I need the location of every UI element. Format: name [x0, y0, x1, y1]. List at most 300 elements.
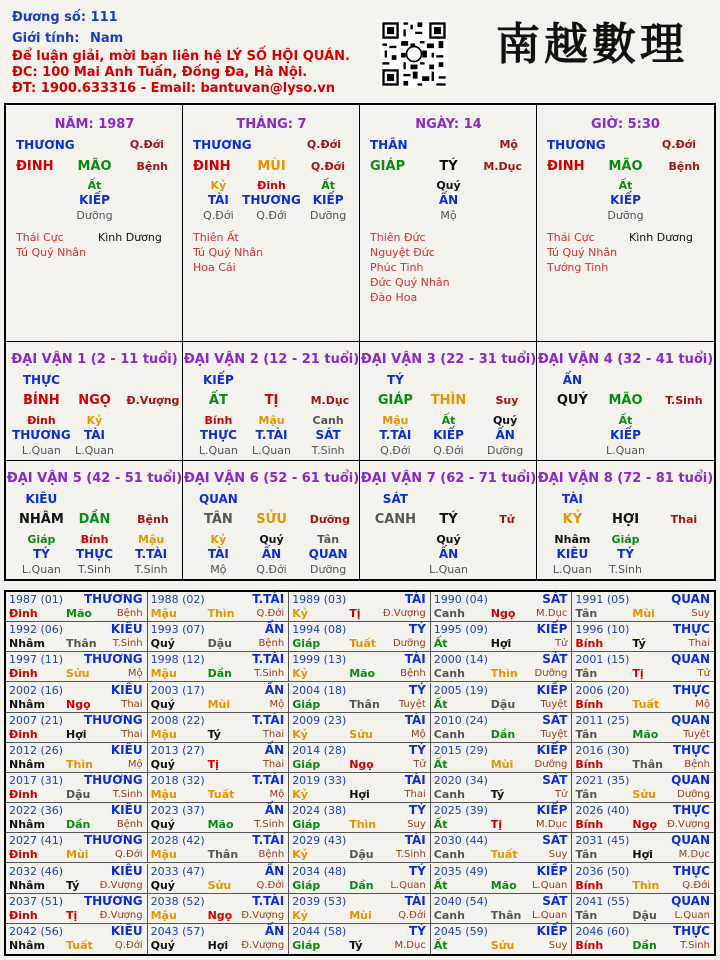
annual-stem: Nhâm — [9, 818, 45, 832]
annual-year-label: 2009 (23) — [292, 713, 347, 727]
annual-year-cell — [148, 803, 290, 833]
pillar-star: Tú Quý Nhân — [547, 246, 618, 259]
annual-branch: Dậu — [207, 637, 232, 651]
dai-van-stem-god: QUAN — [198, 492, 238, 506]
annual-branch: Tị — [632, 667, 644, 681]
annual-year-label: 2024 (38) — [292, 804, 347, 818]
annual-branch: Thìn — [632, 878, 660, 892]
annual-branch: Dần — [349, 878, 374, 892]
hidden-stem-god: KIẾP — [610, 193, 641, 207]
annual-branch: Mùi — [207, 697, 231, 711]
annual-stage: L.Quan — [531, 909, 568, 921]
annual-year-cell — [431, 683, 573, 713]
annual-year-label: 2013 (27) — [150, 743, 205, 757]
annual-year-cell — [6, 713, 148, 743]
dai-van-title: ĐẠI VẬN 5 (42 - 51 tuổi) — [6, 471, 183, 486]
hidden-stem: Tân — [317, 533, 340, 546]
annual-stem-god: TÝ — [408, 622, 426, 637]
hidden-stem: Ất — [321, 179, 336, 192]
annual-stem-god: ẤN — [264, 923, 285, 938]
pillar-stem-god: THƯƠNG — [193, 138, 252, 152]
annual-stem-god: T.TÀI — [252, 652, 285, 667]
hidden-stem: Mậu — [258, 414, 285, 427]
hidden-stem-god: T.TÀI — [379, 428, 412, 442]
annual-branch: Tuất — [632, 697, 660, 711]
annual-stem: Kỷ — [292, 848, 308, 862]
annual-year-label: 1994 (08) — [292, 623, 347, 637]
hidden-stem-god: THỰC — [75, 547, 114, 561]
annual-year-label: 2018 (32) — [150, 774, 205, 787]
pillar-star: Kình Dương — [629, 231, 693, 244]
pillar-star: Thiên Ất — [193, 231, 239, 244]
contact-phone-email: ĐT: 1900.633316 - Email: bantuvan@lyso.vn — [12, 81, 336, 96]
annual-year-cell — [431, 803, 573, 833]
annual-year-cell — [6, 803, 148, 833]
annual-stem-god: TÀI — [404, 773, 426, 787]
annual-stem-god: KIÊU — [110, 682, 143, 697]
hidden-stem-god: THỰC — [199, 428, 237, 442]
annual-stem: Quý — [150, 637, 175, 651]
annual-stem-god: KIẾP — [536, 923, 568, 938]
annual-year-cell — [289, 803, 431, 833]
hidden-stem-stage: L.Quan — [252, 444, 291, 457]
pillar-earthly-branch: MÙI — [257, 159, 286, 174]
dai-van-cell — [183, 342, 360, 461]
annual-branch: Mùi — [632, 607, 655, 620]
annual-year-cell — [572, 622, 714, 652]
annual-stem: Đinh — [9, 607, 38, 620]
pillar-heavenly-stem: ĐINH — [547, 159, 585, 174]
hidden-stem: Bính — [204, 414, 233, 427]
hidden-stem-stage: Dưỡng — [310, 209, 347, 222]
annual-stage: Thai — [688, 638, 710, 650]
annual-stem-god: T.TÀI — [252, 712, 285, 727]
annual-stem: Nhâm — [9, 637, 45, 651]
annual-stem: Bính — [575, 757, 604, 771]
annual-branch: Tuất — [349, 637, 376, 651]
annual-stem: Bính — [575, 697, 604, 711]
dai-van-branch: NGỌ — [78, 393, 111, 408]
annual-stage: T.Sinh — [112, 789, 143, 800]
dai-van-stem: CANH — [374, 512, 417, 527]
annual-branch: Ngọ — [349, 757, 374, 771]
hidden-stem-stage: Mộ — [440, 209, 457, 222]
annual-stage: Bệnh — [116, 608, 143, 619]
pillar-star: Thái Cực — [547, 231, 595, 244]
four-pillars-grid — [4, 103, 716, 581]
annual-stem-god: QUAN — [671, 712, 710, 727]
pillar-stem-stage: Mộ — [499, 138, 518, 151]
annual-stage: Mộ — [127, 758, 143, 770]
hidden-stem-stage: T.Sinh — [311, 444, 345, 457]
dai-van-branch: DẦN — [78, 512, 111, 527]
annual-branch: Tý — [349, 938, 363, 952]
hidden-stem: Đinh — [257, 179, 286, 192]
annual-stem-god: KIẾP — [536, 742, 568, 757]
annual-stem: Ất — [433, 878, 448, 892]
annual-stage: T.Sinh — [254, 668, 285, 680]
annual-branch: Dần — [207, 667, 232, 681]
annual-stem-god: ẤN — [264, 863, 285, 878]
pillar-title: THÁNG: 7 — [236, 117, 307, 132]
hidden-stem-stage: Dưỡng — [310, 563, 347, 576]
annual-year-label: 2023 (37) — [150, 804, 205, 818]
annual-branch: Thân — [490, 908, 522, 922]
annual-year-cell — [572, 592, 714, 622]
hidden-stem-god: KIẾP — [610, 428, 641, 442]
pillar-cell — [360, 105, 537, 342]
annual-stage: Thai — [121, 728, 143, 740]
annual-stem: Ất — [433, 697, 448, 711]
annual-branch: Dậu — [632, 908, 657, 922]
dai-van-cell — [537, 342, 714, 461]
annual-stem-god: SÁT — [542, 893, 568, 908]
dai-van-stem: GIÁP — [377, 393, 413, 408]
hidden-stem-stage: L.Quan — [429, 563, 468, 576]
annual-year-label: 2011 (25) — [575, 713, 630, 727]
annual-year-cell — [572, 803, 714, 833]
annual-stage: Thai — [262, 758, 285, 770]
annual-branch: Dần — [66, 818, 91, 832]
annual-year-cell — [6, 652, 148, 682]
annual-year-cell — [431, 743, 573, 773]
annual-year-label: 2016 (30) — [575, 743, 630, 757]
dai-van-title: ĐẠI VẬN 2 (12 - 21 tuổi) — [183, 352, 360, 367]
dai-van-cell — [360, 461, 537, 579]
annual-year-label: 1999 (13) — [292, 653, 347, 667]
annual-stem: Ất — [433, 938, 448, 952]
dai-van-stem-god: THỰC — [22, 373, 60, 387]
annual-branch: Thân — [632, 757, 663, 771]
annual-year-cell — [148, 592, 290, 622]
annual-stem: Quý — [150, 697, 175, 711]
annual-stem: Giáp — [292, 938, 321, 952]
annual-year-cell — [572, 743, 714, 773]
annual-year-cell — [148, 713, 290, 743]
annual-stem-god: ẤN — [264, 803, 285, 818]
annual-stem-god: TÀI — [404, 652, 426, 667]
annual-year-cell — [148, 622, 290, 652]
annual-stage: Mộ — [269, 698, 285, 710]
dai-van-stage: Dưỡng — [309, 513, 351, 526]
annual-stem-god: T.TÀI — [252, 893, 285, 908]
annual-year-label: 2046 (60) — [575, 924, 630, 938]
annual-year-cell — [289, 743, 431, 773]
annual-stem-god: KIÊU — [110, 863, 143, 878]
hidden-stem-god: TÀI — [207, 547, 229, 561]
pillar-star: Thiên Đức — [370, 231, 426, 244]
annual-stem-god: SÁT — [542, 833, 568, 848]
pillar-star: Kình Dương — [98, 231, 162, 244]
annual-year-label: 2033 (47) — [150, 864, 205, 878]
annual-stem: Mậu — [150, 908, 177, 922]
pillar-earthly-branch: TÝ — [439, 159, 458, 174]
pillar-star: Đào Hoa — [370, 291, 418, 304]
annual-year-cell — [6, 622, 148, 652]
annual-stage: Tuyệt — [540, 728, 568, 740]
annual-year-cell — [148, 833, 290, 863]
annual-stem-god: SÁT — [542, 652, 568, 667]
dai-van-cell — [6, 461, 183, 579]
annual-year-cell — [572, 713, 714, 743]
annual-stage: Bệnh — [116, 819, 143, 831]
annual-stem: Tân — [575, 788, 598, 801]
annual-year-label: 2035 (49) — [433, 864, 488, 878]
annual-year-label: 2041 (55) — [575, 894, 630, 908]
annual-stem: Đinh — [9, 667, 38, 681]
annual-year-cell — [289, 833, 431, 863]
annual-year-label: 2040 (54) — [433, 894, 488, 908]
hidden-stem: Đinh — [27, 414, 56, 427]
dai-van-stage: Tử — [499, 513, 515, 526]
annual-stem: Tân — [575, 667, 598, 681]
annual-stage: M.Dục — [678, 849, 710, 861]
annual-stem: Giáp — [292, 878, 321, 892]
annual-year-label: 2005 (19) — [433, 683, 488, 697]
annual-branch: Tý — [207, 727, 221, 741]
hidden-stem-stage: L.Quan — [198, 444, 238, 457]
hidden-stem-god: KIÊU — [556, 547, 589, 561]
annual-stem: Nhâm — [9, 697, 45, 711]
hidden-stem-stage: Q.Đới — [433, 444, 464, 457]
hidden-stem-stage: Dưỡng — [487, 444, 524, 457]
annual-branch: Tị — [490, 818, 503, 832]
annual-stem: Bính — [575, 938, 604, 952]
hidden-stem-god: KIẾP — [433, 428, 464, 442]
annual-stage: M.Dục — [394, 939, 426, 951]
annual-branch: Dậu — [349, 848, 374, 862]
annual-year-label: 2022 (36) — [9, 804, 64, 818]
hidden-stem: Quý — [436, 179, 461, 192]
annual-stage: Tử — [554, 789, 568, 800]
annual-year-cell — [431, 924, 573, 954]
annual-year-label: 1990 (04) — [433, 593, 488, 606]
annual-stage: Dưỡng — [534, 758, 568, 770]
annual-stage: Đ.Vượng — [382, 608, 426, 619]
annual-branch: Sửu — [632, 788, 656, 801]
dai-van-title: ĐẠI VẬN 8 (72 - 81 tuổi) — [537, 471, 714, 486]
annual-year-label: 2028 (42) — [150, 834, 205, 848]
annual-branch: Mùi — [66, 848, 89, 862]
annual-stem: Canh — [433, 788, 465, 801]
hidden-stem-god: TÝ — [617, 547, 634, 561]
annual-branch: Sửu — [349, 727, 373, 741]
annual-stem: Kỷ — [292, 607, 308, 620]
hidden-stem-god: ẤN — [438, 193, 459, 207]
annual-branch: Dậu — [66, 788, 91, 801]
annual-year-label: 2029 (43) — [292, 834, 347, 848]
hidden-stem-god: KIẾP — [312, 193, 344, 207]
annual-stem-god: THƯƠNG — [83, 833, 143, 848]
annual-stem-god: THƯƠNG — [83, 652, 143, 667]
annual-stage: M.Dục — [536, 819, 568, 831]
annual-stage: Mộ — [269, 789, 285, 800]
annual-year-cell — [431, 894, 573, 924]
annual-stem-god: TÝ — [408, 742, 426, 757]
annual-year-cell — [289, 713, 431, 743]
annual-stem: Tân — [575, 727, 598, 741]
annual-stem-god: TÀI — [404, 712, 426, 727]
annual-stem-god: SÁT — [542, 712, 568, 727]
hidden-stem-stage: L.Quan — [606, 444, 645, 457]
pillar-stem-god: THÂN — [370, 138, 408, 152]
annual-branch: Tị — [349, 607, 361, 620]
annual-stem: Canh — [433, 848, 465, 862]
annual-stem: Nhâm — [9, 938, 45, 952]
annual-stage: Suy — [548, 939, 568, 951]
annual-stage: Tử — [413, 758, 426, 770]
annual-year-cell — [6, 683, 148, 713]
annual-stage: Bệnh — [258, 849, 285, 861]
annual-stem-god: THỰC — [672, 682, 710, 697]
annual-stage: Q.Đới — [398, 909, 426, 921]
annual-year-label: 2010 (24) — [433, 713, 488, 727]
annual-year-cell — [572, 652, 714, 682]
annual-stem: Mậu — [150, 667, 177, 681]
dai-van-branch: MÃO — [608, 393, 643, 408]
annual-year-label: 2000 (14) — [433, 653, 488, 667]
annual-year-cell — [6, 864, 148, 894]
annual-stage: Suy — [548, 849, 568, 861]
hidden-stem: Giáp — [611, 533, 640, 546]
annual-branch: Mão — [632, 727, 659, 741]
annual-year-label: 2045 (59) — [433, 924, 488, 938]
hidden-stem-stage: Mộ — [210, 563, 227, 576]
pillar-heavenly-stem: GIÁP — [370, 159, 406, 174]
annual-stage: Tuyệt — [683, 728, 710, 740]
hidden-stem-god: THƯƠNG — [12, 428, 71, 442]
pillar-star: Tú Quý Nhân — [16, 246, 87, 259]
annual-branch: Thìn — [490, 667, 518, 681]
annual-stem-god: THƯƠNG — [83, 592, 143, 606]
pillar-stem-god: THƯƠNG — [16, 138, 75, 152]
hidden-stem-god: QUAN — [308, 547, 348, 561]
annual-year-cell — [289, 652, 431, 682]
qr-code-icon — [380, 20, 448, 88]
dai-van-stage: M.Dục — [310, 394, 350, 407]
annual-stage: L.Quan — [674, 909, 710, 921]
annual-stage: M.Dục — [536, 608, 568, 619]
annual-stem: Canh — [433, 908, 465, 922]
hidden-stem-stage: Q.Đới — [256, 209, 287, 222]
annual-branch: Tuất — [207, 788, 235, 801]
annual-stem-god: THỰC — [672, 863, 710, 878]
annual-stage: Dưỡng — [677, 789, 710, 800]
annual-stem: Đinh — [9, 848, 38, 862]
annual-year-label: 1993 (07) — [150, 623, 205, 637]
annual-stage: Đ.Vượng — [99, 909, 143, 921]
annual-year-label: 2017 (31) — [9, 774, 64, 787]
hidden-stem-god: THƯƠNG — [242, 193, 301, 207]
hidden-stem-stage: Dưỡng — [607, 209, 644, 222]
annual-year-label: 2025 (39) — [433, 804, 488, 818]
annual-stem-god: TÝ — [408, 863, 426, 878]
annual-stage: Suy — [691, 608, 710, 619]
annual-year-label: 2043 (57) — [150, 924, 205, 938]
annual-stem-god: KIẾP — [536, 682, 568, 697]
annual-stem-god: TÝ — [408, 923, 426, 938]
annual-stem-god: T.TÀI — [252, 833, 285, 848]
annual-year-label: 1995 (09) — [433, 623, 488, 637]
annual-stage: L.Quan — [531, 879, 568, 891]
annual-stem-god: THƯƠNG — [83, 893, 143, 908]
annual-year-label: 2003 (17) — [150, 683, 205, 697]
annual-year-cell — [6, 833, 148, 863]
dai-van-stem: NHÂM — [19, 512, 64, 527]
hidden-stem: Ất — [87, 179, 102, 192]
annual-year-label: 1991 (05) — [575, 593, 630, 606]
annual-stem: Ất — [433, 818, 448, 832]
annual-year-label: 2014 (28) — [292, 743, 347, 757]
annual-year-cell — [572, 773, 714, 803]
annual-branch: Tý — [632, 637, 646, 651]
annual-stem-god: TÀI — [404, 592, 426, 606]
dai-van-stem: TÂN — [203, 512, 233, 527]
annual-branch: Mão — [207, 818, 234, 832]
hidden-stem: Mậu — [382, 414, 409, 427]
dai-van-stage: Thai — [670, 513, 698, 526]
dai-van-title: ĐẠI VẬN 3 (22 - 31 tuổi) — [360, 352, 537, 367]
pillar-star: Đức Quý Nhân — [370, 276, 450, 289]
annual-stem: Giáp — [292, 818, 321, 832]
hidden-stem: Canh — [312, 414, 344, 427]
dai-van-branch: TỊ — [264, 393, 279, 408]
annual-stage: T.Sinh — [112, 638, 143, 650]
dai-van-stage: Suy — [495, 394, 519, 407]
annual-year-label: 2019 (33) — [292, 774, 347, 787]
dai-van-stem: KỶ — [562, 512, 583, 527]
pillar-branch-stage: Bệnh — [668, 160, 700, 173]
annual-year-cell — [148, 683, 290, 713]
annual-stem-god: ẤN — [264, 622, 285, 637]
dai-van-branch: HỢI — [611, 512, 640, 527]
annual-stage: Thai — [121, 698, 143, 710]
dai-van-branch: SỬU — [256, 512, 287, 527]
annual-year-label: 1996 (10) — [575, 623, 630, 637]
brand-logo: 南越數理 — [496, 19, 688, 70]
annual-year-label: 2026 (40) — [575, 804, 630, 818]
annual-branch: Sửu — [207, 878, 232, 892]
annual-stem: Kỷ — [292, 788, 308, 801]
annual-year-label: 2020 (34) — [433, 774, 488, 787]
hidden-stem: Ất — [618, 414, 633, 427]
annual-stage: Bệnh — [684, 758, 710, 770]
hidden-stem: Kỷ — [210, 533, 227, 546]
annual-year-label: 2038 (52) — [150, 894, 205, 908]
annual-stem: Nhâm — [9, 878, 45, 892]
annual-year-label: 1998 (12) — [150, 653, 205, 667]
annual-stem: Quý — [150, 818, 175, 832]
annual-year-label: 2042 (56) — [9, 924, 64, 938]
annual-stem-god: THỰC — [672, 803, 710, 818]
annual-branch: Sửu — [66, 667, 90, 681]
annual-stage: Q.Đới — [114, 849, 143, 861]
annual-branch: Mão — [66, 607, 92, 620]
annual-year-cell — [289, 592, 431, 622]
annual-stem: Bính — [575, 818, 604, 832]
annual-year-cell — [6, 773, 148, 803]
annual-stem-god: SÁT — [542, 773, 568, 787]
annual-branch: Ngọ — [207, 908, 233, 922]
pillar-earthly-branch: MÃO — [77, 159, 112, 174]
annual-year-label: 2012 (26) — [9, 743, 64, 757]
annual-year-cell — [148, 924, 290, 954]
hidden-stem-god: ẤN — [495, 428, 515, 442]
annual-year-label: 2030 (44) — [433, 834, 488, 848]
dai-van-stem: ẤT — [208, 393, 228, 408]
hidden-stem-stage: T.Sinh — [609, 563, 642, 576]
annual-year-cell — [6, 924, 148, 954]
